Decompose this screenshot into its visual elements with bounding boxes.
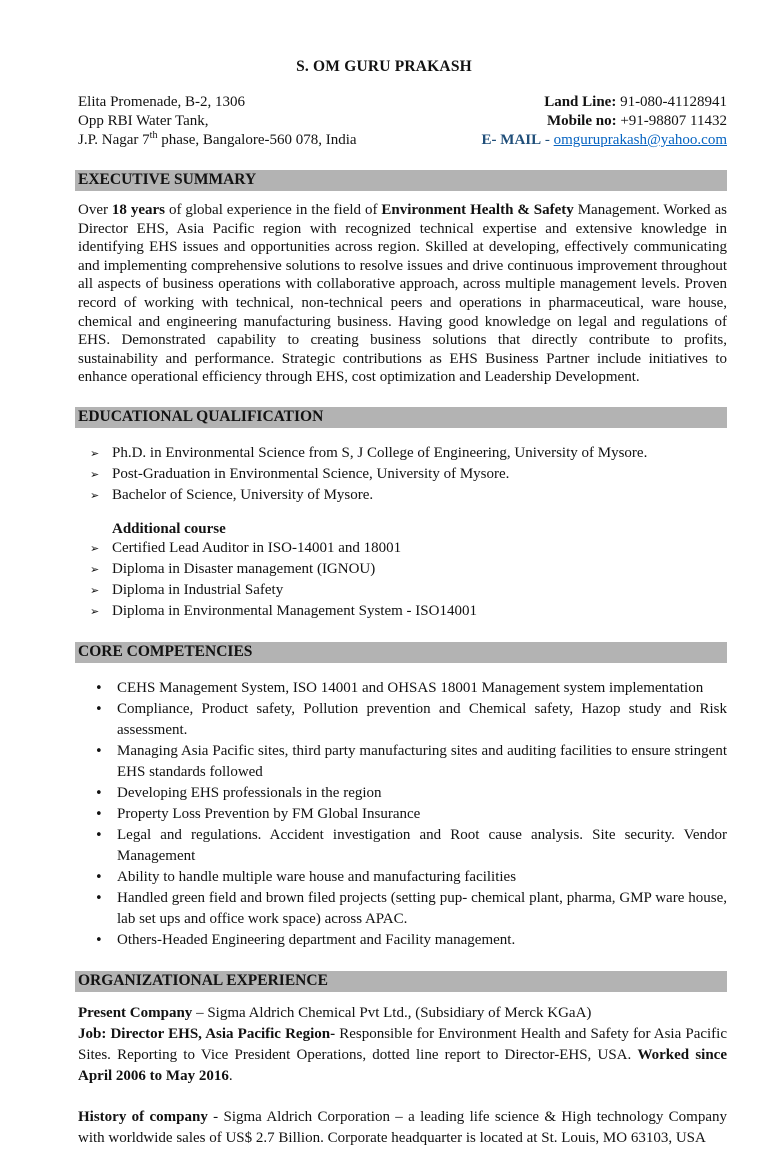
arrow-bullet-icon: ➢ <box>90 604 100 618</box>
arrow-bullet-icon: ➢ <box>90 446 100 460</box>
list-item-text: Managing Asia Pacific sites, third party manufacturing sites and auditing facilities to ensure stringent EHS standards followed <box>117 742 727 780</box>
dot-bullet-icon: • <box>95 680 103 696</box>
dot-bullet-icon: • <box>95 890 103 906</box>
list-item <box>78 601 727 622</box>
text-segment: of global experience in the field of <box>165 202 382 218</box>
text-segment: Present Company <box>78 1004 193 1021</box>
list-item-text: Ph.D. in Environmental Science from S, J College of Engineering, University of Mysore. <box>112 444 648 461</box>
list-item-text: Diploma in Industrial Safety <box>112 581 284 598</box>
list-item-text: Property Loss Prevention by FM Global Insurance <box>117 805 421 822</box>
list-item-text: Post-Graduation in Environmental Science, University of Mysore. <box>112 465 510 482</box>
address-line <box>78 93 357 112</box>
text-segment: Worked since April 2006 to May 2016 <box>78 1046 727 1084</box>
dot-bullet-icon: • <box>95 806 103 822</box>
list-item <box>78 867 727 888</box>
section-heading-executive-summary: EXECUTIVE SUMMARY <box>75 170 727 191</box>
text-segment: Opp RBI Water Tank, <box>78 113 209 129</box>
additional-course-label: Additional course <box>112 520 226 537</box>
text-segment: Environment Health & Safety <box>381 202 574 218</box>
arrow-bullet-icon: ➢ <box>90 562 100 576</box>
list-item <box>78 930 727 951</box>
list-item-text: Legal and regulations. Accident investigation and Root cause analysis. Site security. Vendor Management <box>117 826 727 864</box>
core-competencies-list <box>78 678 727 951</box>
dot-bullet-icon: • <box>95 827 103 843</box>
page-title: S. OM GURU PRAKASH <box>296 58 472 75</box>
section-heading-organizational-experience: ORGANIZATIONAL EXPERIENCE <box>75 971 727 992</box>
list-item-text: Developing EHS professionals in the region <box>117 784 382 801</box>
arrow-bullet-icon: ➢ <box>90 541 100 555</box>
list-item-text: CEHS Management System, ISO 14001 and OHSAS 18001 Management system implementation <box>117 679 704 696</box>
text-segment: History of company <box>78 1108 208 1125</box>
list-item <box>78 804 727 825</box>
section-heading-educational-qualification: EDUCATIONAL QUALIFICATION <box>75 407 727 428</box>
dot-bullet-icon: • <box>95 701 103 717</box>
text-segment: Elita Promenade, B-2, 1306 <box>78 94 246 110</box>
text-segment: - <box>541 132 554 148</box>
list-item-text: Others-Headed Engineering department and Facility management. <box>117 931 516 948</box>
list-item-text: Diploma in Disaster management (IGNOU) <box>112 560 376 577</box>
list-item-text: Bachelor of Science, University of Mysore. <box>112 486 374 503</box>
section-heading-core-competencies: CORE COMPETENCIES <box>75 642 727 663</box>
text-segment: Job: Director EHS, Asia Pacific Region- <box>78 1025 336 1042</box>
arrow-bullet-icon: ➢ <box>90 467 100 481</box>
text-segment: 18 years <box>111 202 166 218</box>
dot-bullet-icon: • <box>95 932 103 948</box>
dot-bullet-icon: • <box>95 743 103 759</box>
list-item <box>78 678 727 699</box>
list-item-text: Certified Lead Auditor in ISO-14001 and 18001 <box>112 539 402 556</box>
list-item <box>78 443 727 464</box>
text-segment: – Sigma Aldrich Chemical Pvt Ltd., (Subsidiary of Merck KGaA) <box>192 1004 592 1021</box>
text-segment: Over <box>78 202 112 218</box>
contact-details <box>482 93 727 150</box>
present-company-paragraph <box>78 1003 727 1024</box>
text-segment: th <box>149 130 158 141</box>
list-item <box>78 464 727 485</box>
list-item-text: Handled green field and brown filed projects (setting pup- chemical plant, pharma, GMP ware house, lab set ups and office work space) across APAC. <box>117 889 727 927</box>
arrow-bullet-icon: ➢ <box>90 583 100 597</box>
dot-bullet-icon: • <box>95 869 103 885</box>
text-segment: . <box>228 1067 233 1084</box>
list-item <box>78 559 727 580</box>
text-segment: E- MAIL <box>481 132 542 148</box>
text-segment: +91-98807 11432 <box>616 113 727 129</box>
history-of-company-paragraph <box>78 1107 727 1149</box>
arrow-bullet-icon: ➢ <box>90 488 100 502</box>
contact-address <box>78 93 357 150</box>
list-item <box>78 485 727 506</box>
text-segment: Responsible for Environment Health and Safety for Asia Pacific Sites. Reporting to Vice President Operations, dotted line report to Director-EHS, USA. <box>78 1025 728 1063</box>
contact-block <box>78 93 727 150</box>
list-item-text: Ability to handle multiple ware house and manufacturing facilities <box>117 868 517 885</box>
list-item <box>78 825 727 867</box>
text-segment: Mobile no: <box>547 113 617 129</box>
landline-line <box>482 93 727 112</box>
text-segment: 91-080-41128941 <box>616 94 727 110</box>
job-paragraph <box>78 1024 727 1087</box>
list-item <box>78 580 727 601</box>
text-segment: Land Line: <box>544 94 617 110</box>
list-item <box>78 888 727 930</box>
text-segment: phase, Bangalore-560 078, India <box>157 132 357 148</box>
dot-bullet-icon: • <box>95 785 103 801</box>
education-list <box>78 443 727 506</box>
email-line <box>482 131 727 150</box>
list-item-text: Compliance, Product safety, Pollution prevention and Chemical safety, Hazop study and Risk assessment. <box>117 700 727 738</box>
address-line <box>78 112 357 131</box>
text-segment: Management. Worked as Director EHS, Asia Pacific region with recognized technical expertise and extensive knowledge in identifying EHS issues and opportunities across region. Skilled at developing, effectively communicating and implementing comprehensive solutions to resolve issues and drive continuous improvement throughout all aspects of business operations with collaborative approach, across multiple management levels. Proven record of working with technical, non-technical peers and operations in pharmaceutical, ware house, chemical and engineering manufacturing business. Having good knowledge on legal and regulations of EHS. Demonstrated capability to creating business solutions that directly contribute to profits, sustainability and performance. Strategic contributions as EHS Business Partner include initiatives to enhance operational efficiency through EHS, cost optimization and Leadership Development. <box>78 202 727 386</box>
address-line <box>78 131 357 150</box>
list-item-text: Diploma in Environmental Management System - ISO14001 <box>112 602 477 619</box>
list-item <box>78 538 727 559</box>
executive-summary-paragraph <box>78 201 727 387</box>
list-item <box>78 741 727 783</box>
text-segment: J.P. Nagar 7 <box>78 132 150 148</box>
email-link[interactable]: omguruprakash@yahoo.com <box>553 132 727 148</box>
additional-course-list <box>78 538 727 622</box>
list-item <box>78 699 727 741</box>
list-item <box>78 783 727 804</box>
mobile-line <box>482 112 727 131</box>
text-segment: - Sigma Aldrich Corporation – a leading life science & High technology Company with worldwide sales of US$ 2.7 Billion. Corporate headquarter is located at St. Louis, MO 63103, USA <box>78 1108 727 1146</box>
